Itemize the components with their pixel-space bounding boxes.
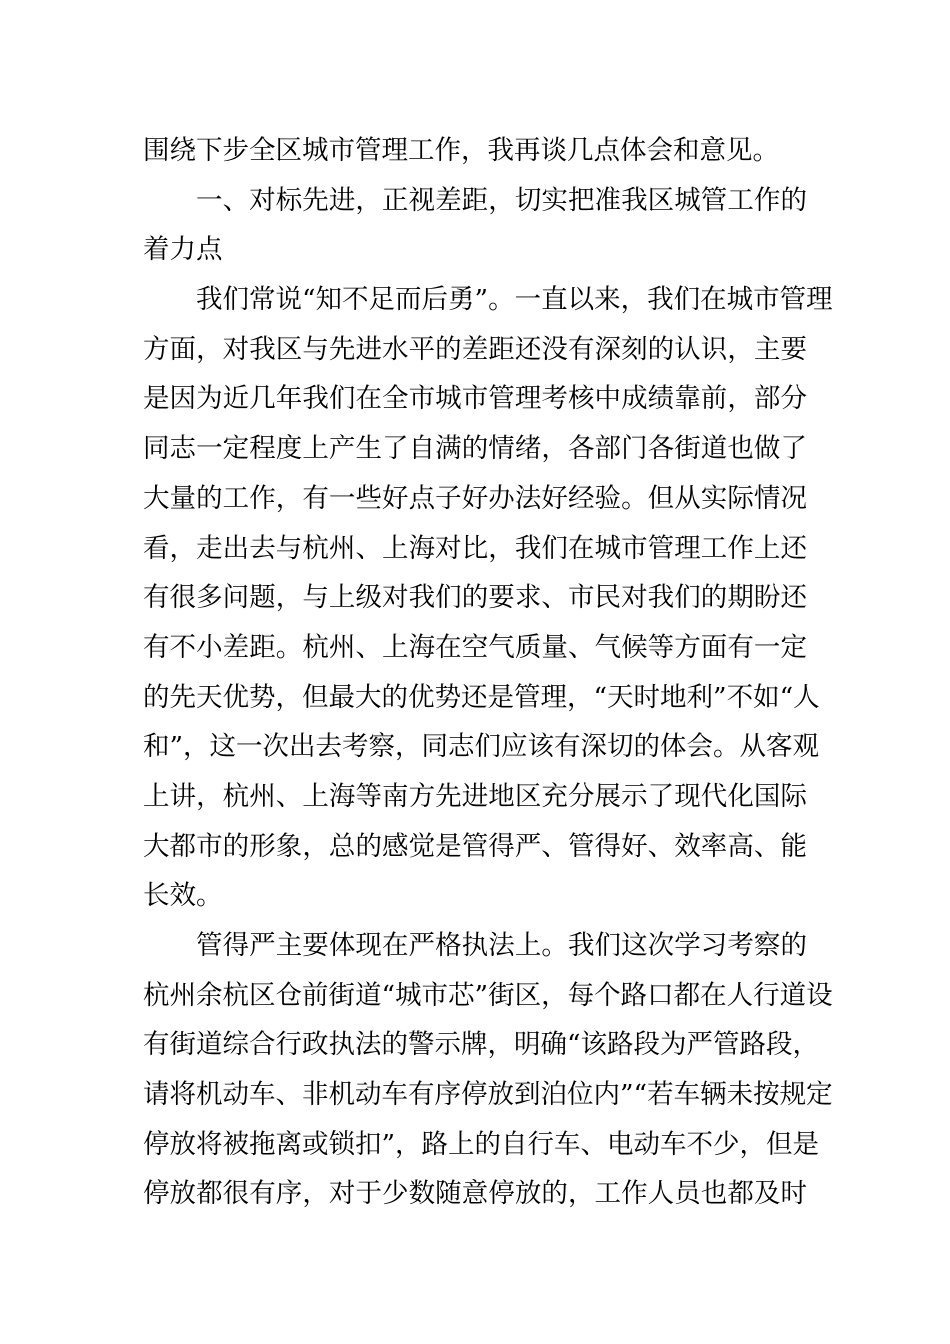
text-line: 同志一定程度上产生了自满的情绪，各部门各街道也做了 [143, 433, 807, 465]
text-line: 大都市的形象，总的感觉是管得严、管得好、效率高、能 [143, 830, 807, 862]
text-line: 看，走出去与杭州、上海对比，我们在城市管理工作上还 [143, 532, 807, 564]
text-line: 围绕下步全区城市管理工作，我再谈几点体会和意见。 [143, 135, 779, 166]
text-line: 和”，这一次出去考察，同志们应该有深切的体会。从客观 [143, 731, 820, 763]
text-line: 长效。 [143, 880, 223, 912]
text-line: 是因为近几年我们在全市城市管理考核中成绩靠前，部分 [143, 383, 807, 415]
text-line: 请将机动车、非机动车有序停放到泊位内”“若车辆未按规定 [143, 1079, 833, 1111]
text-line: 停放将被拖离或锁扣”，路上的自行车、电动车不少，但是 [143, 1128, 820, 1160]
text-line: 大量的工作，有一些好点子好办法好经验。但从实际情况 [143, 482, 807, 514]
section-heading-line: 着力点 [143, 234, 223, 266]
text-line: 有不小差距。杭州、上海在空气质量、气候等方面有一定 [143, 631, 807, 663]
document-body [143, 126, 833, 1219]
text-line: 有街道综合行政执法的警示牌，明确“该路段为严管路段， [143, 1029, 820, 1061]
text-line: 管得严主要体现在严格执法上。我们这次学习考察的 [196, 930, 807, 961]
section-heading-line: 一、对标先进，正视差距，切实把准我区城管工作的 [196, 184, 807, 216]
text-line: 我们常说“知不足而后勇”。一直以来，我们在城市管理 [196, 284, 833, 316]
text-line: 的先天优势，但最大的优势还是管理，“天时地利”不如“人 [143, 681, 820, 713]
text-line: 上讲，杭州、上海等南方先进地区充分展示了现代化国际 [143, 780, 807, 812]
text-line: 方面，对我区与先进水平的差距还没有深刻的认识，主要 [143, 333, 807, 365]
text-line: 杭州余杭区仓前街道“城市芯”街区，每个路口都在人行道设 [143, 979, 833, 1011]
text-line: 停放都很有序，对于少数随意停放的，工作人员也都及时 [143, 1178, 807, 1210]
text-line: 有很多问题，与上级对我们的要求、市民对我们的期盼还 [143, 582, 807, 614]
